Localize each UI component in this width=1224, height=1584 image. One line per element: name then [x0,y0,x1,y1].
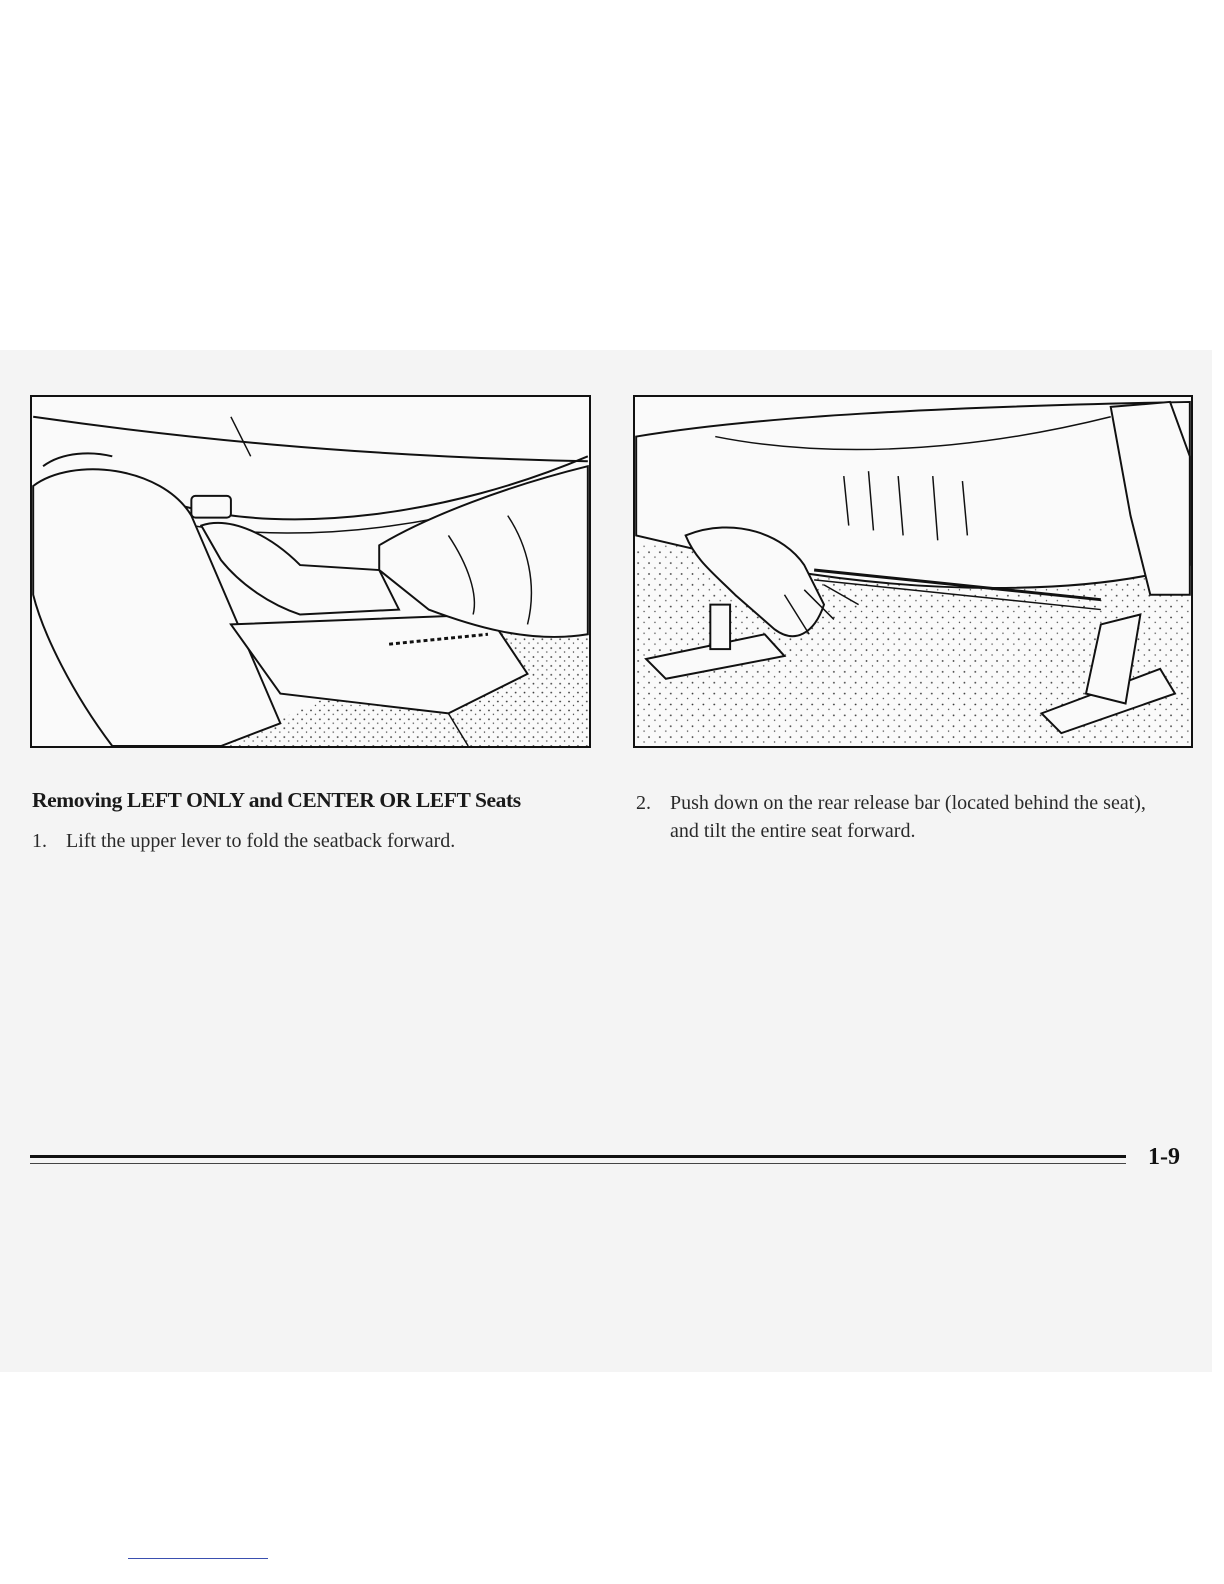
illustration-rear-release-bar [633,395,1193,748]
footer-rule [30,1155,1126,1158]
page-number: 1-9 [1148,1144,1180,1170]
step-text: Push down on the rear release bar (located behind the seat), and tilt the entire seat forward. [670,792,1146,842]
step-number: 2. [636,792,651,814]
section-heading: Removing LEFT ONLY and CENTER OR LEFT Seats [32,788,521,812]
step-number: 1. [32,830,47,852]
scan-artifact-line [128,1558,268,1559]
illustration-seatback-lever [30,395,591,748]
footer-rule-thin [30,1163,1126,1164]
step-text: Lift the upper lever to fold the seatback forward. [66,830,456,852]
